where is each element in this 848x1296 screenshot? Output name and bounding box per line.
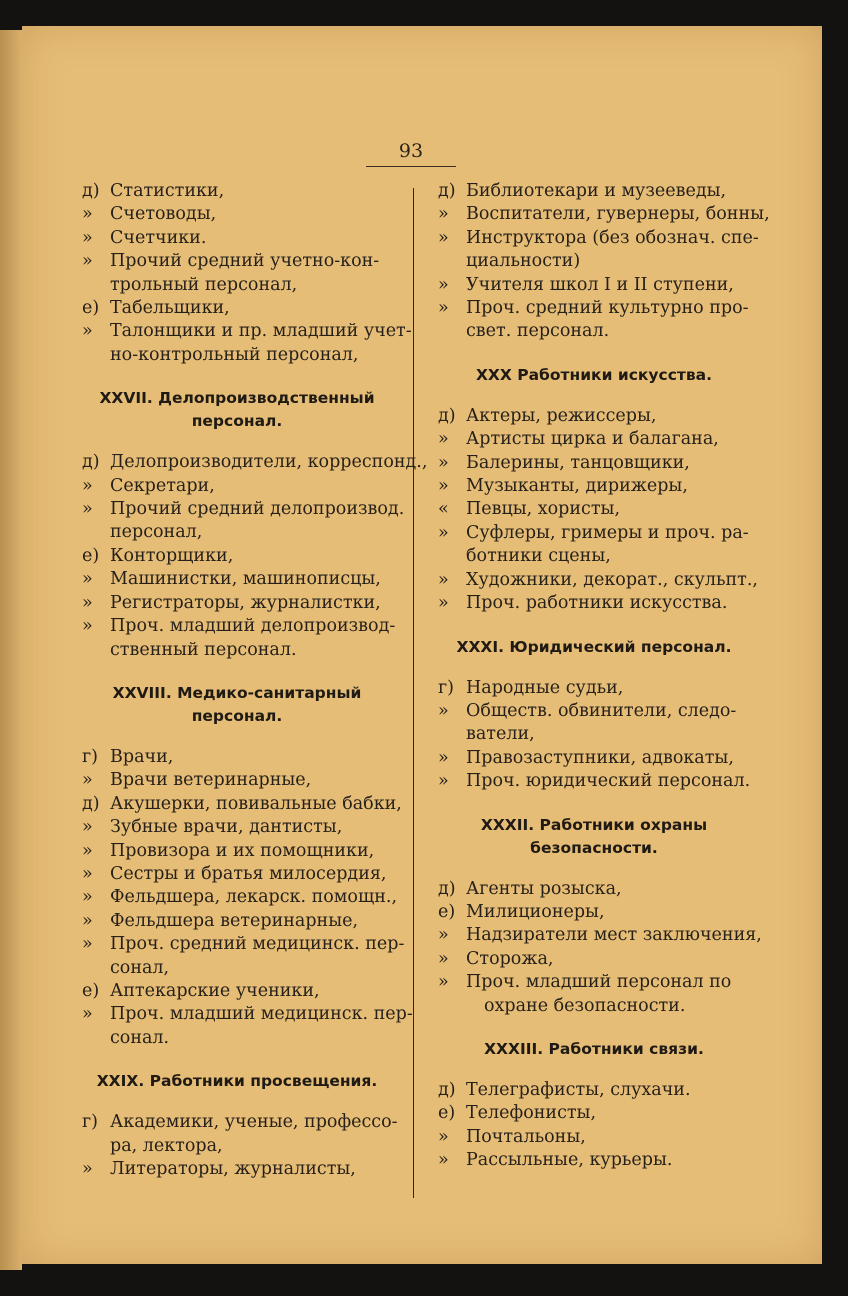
list-item	[82, 746, 392, 769]
item-text: Счетчики.	[110, 227, 207, 248]
item-text: ботники сцены,	[466, 546, 611, 567]
right-column	[438, 180, 770, 1173]
item-text: Прочий средний делопроизвод.	[110, 499, 405, 520]
item-marker: е)	[438, 1103, 456, 1124]
item-marker: »	[438, 429, 449, 450]
item-text: ственный персонал.	[110, 639, 297, 660]
item-text: сонал,	[110, 957, 170, 978]
item-text: Агенты розыска,	[466, 878, 622, 899]
item-text: Проч. средний культурно про-	[466, 298, 749, 319]
list-item	[438, 405, 750, 428]
section-heading: XXXII. Работники охраны безопасности.	[480, 815, 708, 857]
list-item	[82, 933, 405, 956]
item-marker: »	[82, 592, 93, 613]
list-item-continuation	[438, 995, 750, 1018]
list-item	[438, 901, 750, 924]
item-marker: »	[438, 771, 449, 792]
list-item	[82, 545, 392, 568]
item-marker: »	[438, 1126, 449, 1147]
list-item-continuation	[82, 344, 392, 367]
item-text: Артисты цирка и балагана,	[466, 429, 719, 450]
item-text: Учителя школ I и II ступени,	[466, 274, 734, 295]
list-item-continuation	[438, 250, 750, 273]
list-item	[438, 677, 750, 700]
item-text: Певцы, хористы,	[466, 499, 621, 520]
item-marker: »	[438, 204, 449, 225]
list-item	[438, 1149, 750, 1172]
list-item	[438, 428, 750, 451]
list-item	[82, 451, 428, 474]
list-item-continuation	[438, 320, 750, 343]
list-item	[438, 498, 750, 521]
item-marker: »	[82, 887, 93, 908]
item-text: Прочий средний учетно-кон-	[110, 251, 380, 272]
list-item	[438, 522, 750, 545]
item-text: Надзиратели мест заключения,	[466, 925, 762, 946]
list-item	[82, 910, 392, 933]
list-item	[438, 924, 762, 947]
list-item	[82, 320, 412, 343]
list-item	[438, 948, 750, 971]
item-text: Конторщики,	[110, 545, 234, 566]
item-marker: д)	[82, 452, 100, 473]
item-marker: »	[438, 1150, 449, 1171]
section-heading: XXX Работники искусства.	[475, 365, 713, 384]
item-marker: е)	[82, 298, 100, 319]
list-item-continuation	[82, 521, 392, 544]
item-marker: »	[438, 569, 449, 590]
list-item	[438, 770, 750, 793]
item-marker: д)	[82, 181, 100, 201]
item-marker: »	[82, 569, 93, 590]
list-item-continuation	[82, 957, 392, 980]
item-marker: »	[438, 972, 449, 993]
list-item	[438, 452, 750, 475]
item-marker: г)	[438, 677, 454, 698]
item-marker: »	[82, 251, 93, 272]
item-marker: г)	[82, 746, 98, 767]
item-marker: »	[438, 522, 449, 543]
list-item	[438, 592, 750, 615]
item-text: Правозаступники, адвокаты,	[466, 747, 734, 768]
item-marker: »	[82, 1004, 93, 1025]
previous-page-edge	[0, 30, 22, 1270]
item-marker: »	[82, 817, 93, 838]
list-item	[438, 180, 750, 203]
item-marker: е)	[438, 901, 456, 922]
item-marker: »	[82, 204, 93, 225]
item-text: Телеграфисты, слухачи.	[466, 1079, 691, 1100]
column-divider	[413, 188, 414, 1198]
item-text: Проч. младший медицинск. пер-	[110, 1004, 413, 1025]
item-text: Проч. младший персонал по	[466, 972, 732, 993]
item-text: Талонщики и пр. младший учет-	[110, 321, 412, 342]
item-marker: д)	[82, 793, 100, 814]
item-text: Акушерки, повивальные бабки,	[110, 793, 402, 814]
list-item	[82, 863, 392, 886]
item-text: Машинистки, машинописцы,	[110, 569, 381, 590]
item-text: Секретари,	[110, 475, 215, 496]
list-item	[82, 1158, 392, 1181]
item-text: Рассыльные, курьеры.	[466, 1150, 673, 1171]
list-item	[82, 250, 392, 273]
item-marker: »	[438, 700, 449, 721]
list-item	[82, 980, 392, 1003]
item-text: Академики, ученые, профессо-	[110, 1112, 398, 1133]
item-marker: »	[82, 934, 93, 955]
item-text: Народные судьи,	[466, 677, 624, 698]
list-item	[438, 297, 750, 320]
item-marker: »	[82, 840, 93, 861]
list-item	[82, 498, 405, 521]
item-text: Библиотекари и музееведы,	[466, 181, 727, 201]
section-heading: XXXI. Юридический персонал.	[456, 637, 732, 656]
list-item	[438, 569, 758, 592]
item-marker: »	[82, 616, 93, 637]
list-item	[438, 227, 759, 250]
section-heading: XXVII. Делопроизводственный персонал.	[99, 389, 375, 431]
list-item-continuation	[438, 545, 750, 568]
item-marker: д)	[438, 1079, 456, 1100]
list-item-continuation	[438, 723, 750, 746]
list-item	[82, 793, 402, 816]
left-column	[82, 180, 428, 1181]
item-text: Литераторы, журналисты,	[110, 1159, 356, 1179]
item-text: сонал.	[110, 1027, 170, 1048]
list-item	[82, 886, 398, 909]
list-item	[438, 203, 770, 226]
item-text: Провизора и их помощники,	[110, 840, 375, 861]
list-item	[82, 203, 392, 226]
item-marker: д)	[438, 405, 456, 426]
list-item	[438, 274, 750, 297]
list-item	[82, 568, 392, 591]
item-text: Аптекарские ученики,	[110, 980, 320, 1001]
list-item	[82, 592, 392, 615]
item-text: Фельдшера ветеринарные,	[110, 910, 359, 931]
item-text: Табельщики,	[110, 298, 230, 319]
item-text: Статистики,	[110, 181, 225, 201]
list-item	[82, 1111, 398, 1134]
item-marker: »	[438, 274, 449, 295]
item-marker: е)	[82, 545, 100, 566]
item-text: Художники, декорат., скульпт.,	[466, 569, 758, 590]
item-text: но-контрольный персонал,	[110, 344, 359, 365]
item-marker: »	[82, 770, 93, 791]
item-text: циальности)	[466, 251, 581, 272]
list-item	[82, 1003, 413, 1026]
list-item	[82, 180, 392, 203]
item-text: Почтальоны,	[466, 1126, 586, 1147]
item-marker: «	[438, 499, 449, 520]
item-text: Проч. средний медицинск. пер-	[110, 934, 405, 955]
item-marker: »	[82, 1159, 93, 1179]
list-item-continuation	[82, 274, 392, 297]
item-text: Милиционеры,	[466, 901, 605, 922]
item-text: персонал,	[110, 522, 203, 543]
page-number-rule	[366, 166, 456, 167]
item-text: Музыканты, дирижеры,	[466, 476, 688, 497]
item-text: Суфлеры, гримеры и проч. ра-	[466, 522, 749, 543]
item-text: трольный персонал,	[110, 274, 298, 295]
item-marker: »	[438, 747, 449, 768]
item-marker: »	[82, 910, 93, 931]
list-item	[438, 878, 750, 901]
item-marker: »	[82, 321, 93, 342]
item-text: Сестры и братья милосердия,	[110, 863, 387, 884]
item-text: ра, лектора,	[110, 1135, 223, 1156]
item-text: Сторожа,	[466, 948, 554, 969]
item-marker: »	[438, 452, 449, 473]
list-item-continuation	[82, 1135, 392, 1158]
item-marker: д)	[438, 878, 456, 899]
item-marker: е)	[82, 980, 100, 1001]
item-text: ватели,	[466, 724, 535, 745]
list-item	[438, 700, 750, 723]
item-text: Делопроизводители, корреспонд.,	[110, 452, 428, 473]
list-item	[82, 227, 392, 250]
list-item	[82, 615, 396, 638]
item-text: охране безопасности.	[484, 995, 686, 1016]
item-marker: »	[438, 298, 449, 319]
item-marker: »	[82, 227, 93, 248]
item-text: Актеры, режиссеры,	[466, 405, 657, 426]
item-marker: »	[438, 476, 449, 497]
list-item	[82, 769, 392, 792]
item-text: Проч. юридический персонал.	[466, 771, 751, 792]
list-item	[438, 475, 750, 498]
list-item	[438, 971, 750, 994]
item-text: Зубные врачи, дантисты,	[110, 817, 343, 838]
item-marker: »	[438, 925, 449, 946]
item-text: Инструктора (без обознач. спе-	[466, 227, 759, 248]
item-text: Телефонисты,	[466, 1103, 597, 1124]
item-text: Проч. работники искусства.	[466, 593, 728, 614]
item-marker: »	[82, 475, 93, 496]
item-marker: »	[438, 593, 449, 614]
list-item	[82, 475, 392, 498]
page-number: 93	[398, 140, 424, 162]
item-text: Обществ. обвинители, следо-	[466, 700, 737, 721]
item-text: Счетоводы,	[110, 204, 217, 225]
item-text: свет. персонал.	[466, 321, 610, 342]
list-item	[438, 1079, 750, 1102]
item-text: Воспитатели, гувернеры, бонны,	[466, 204, 770, 225]
item-marker: »	[438, 227, 449, 248]
section-heading: XXIX. Работники просвещения.	[96, 1072, 378, 1091]
list-item	[82, 840, 392, 863]
list-item-continuation	[82, 1027, 392, 1050]
item-text: Балерины, танцовщики,	[466, 452, 690, 473]
item-marker: »	[82, 499, 93, 520]
section-heading: XXXIII. Работники связи.	[484, 1039, 704, 1058]
list-item	[82, 816, 392, 839]
list-item	[438, 1126, 750, 1149]
item-text: Врачи ветеринарные,	[110, 770, 312, 791]
section-heading: XXVIII. Медико-санитарный персонал.	[112, 683, 362, 725]
item-marker: д)	[438, 181, 456, 201]
item-text: Врачи,	[110, 746, 174, 767]
list-item	[438, 1102, 750, 1125]
item-text: Проч. младший делопроизвод-	[110, 616, 396, 637]
item-text: Фельдшера, лекарск. помощн.,	[110, 887, 398, 908]
list-item	[438, 747, 750, 770]
item-text: Регистраторы, журналистки,	[110, 592, 381, 613]
item-marker: »	[438, 948, 449, 969]
list-item-continuation	[82, 639, 392, 662]
item-marker: г)	[82, 1112, 98, 1133]
item-marker: »	[82, 863, 93, 884]
list-item	[82, 297, 392, 320]
